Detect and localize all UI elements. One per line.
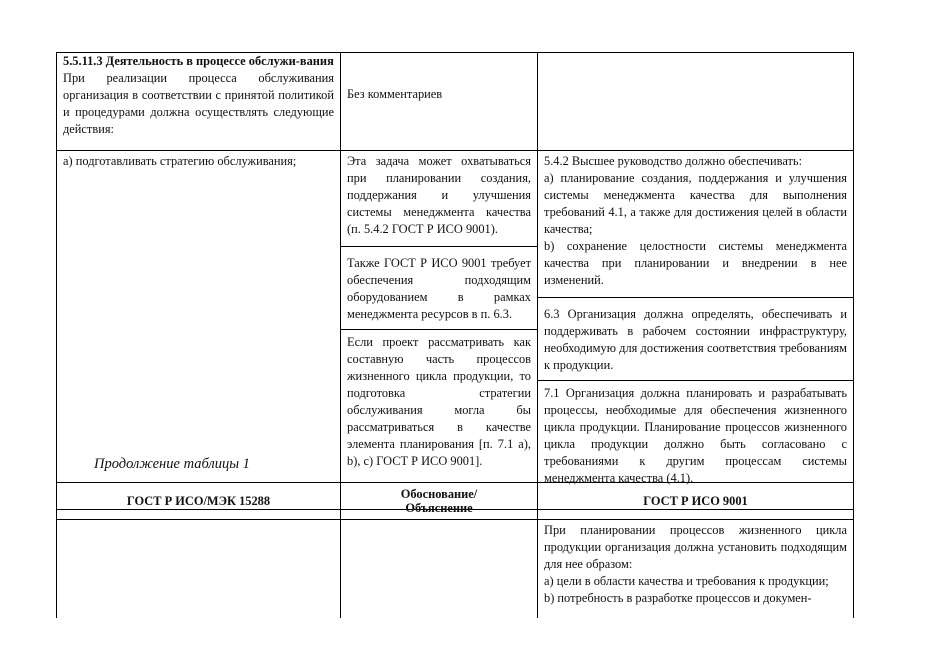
clause-text: При реализации процесса обслуживания организация в соответствии с принятой политикой и процедурами должна осуществлять следующие действия: [63,71,334,136]
column-header: ГОСТ Р ИСО 9001 [538,483,854,520]
table-cell [57,53,341,151]
reference-paragraph: b) потребность в разработке процессов и докумен- [544,591,812,605]
table-row [57,53,854,151]
comment-block [341,151,537,247]
reference-paragraph: При планировании процессов жизненного цикла продукции организация должна установить подходящим для нее образом: [544,523,847,571]
table-cell [341,151,538,510]
comment-block [341,247,537,330]
comparison-table-continued [56,482,854,618]
continuation-label: Продолжение таблицы 1 [94,456,250,472]
reference-paragraph: а) цели в области качества и требования к продукции; [544,574,829,588]
reference-paragraph: а) планирование создания, поддержания и улучшения системы менеджмента качества для выполнения требований 4.1, а также для достижения целей в области качества; [544,171,847,236]
comparison-table [56,52,854,510]
column-header: ГОСТ Р ИСО/МЭК 15288 [57,483,341,520]
reference-paragraph: 7.1 Организация должна планировать и разрабатывать процессы, необходимые для обеспечения жизненного цикла продукции. Планирование процессов жизненного цикла продукции должно быть согласовано с требованиями к другим процессам системы менеджмента качества (4.1). [544,386,847,485]
table-cell [57,520,341,619]
reference-block [538,298,853,381]
table-cell [538,53,854,151]
clause-heading: 5.5.11.3 Деятельность в процессе обслужи-вания [63,54,334,68]
column-header: Обоснование/ Объяснение [341,483,538,520]
comment-paragraph: Эта задача может охватываться при планировании создания, поддержания и улучшения системы менеджмента качества (п. 5.4.2 ГОСТ Р ИСО 9001). [347,154,531,236]
table-cell [538,151,854,510]
table-cell [538,520,854,619]
table-cell [341,53,538,151]
reference-paragraph: 6.3 Организация должна определять, обеспечивать и поддерживать в рабочем состоянии инфраструктуру, необходимую для достижения соответствия требованиям к продукции. [544,307,847,372]
reference-paragraph: b) сохранение целостности системы менеджмента качества при планировании и внедрении в нее изменений. [544,239,847,287]
comment-block [341,330,537,472]
reference-paragraph: 5.4.2 Высшее руководство должно обеспечивать: [544,154,803,168]
table-row [57,520,854,619]
comment-paragraph: Также ГОСТ Р ИСО 9001 требует обеспечения подходящим оборудованием в рамках менеджмента ресурсов в п. 6.3. [347,256,531,321]
clause-item: а) подготавливать стратегию обслуживания; [63,154,297,168]
reference-block [538,151,853,298]
table-header-row [57,483,854,520]
comment-text: Без комментариев [347,87,443,101]
table-cell [341,520,538,619]
comment-paragraph: Если проект рассматривать как составную часть процессов жизненного цикла продукции, то подготовка стратегии обслуживания могла бы рассматриваться в качестве элемента планирования [п. 7.1 а), b), с) ГОСТ Р ИСО 9001]. [347,335,531,468]
